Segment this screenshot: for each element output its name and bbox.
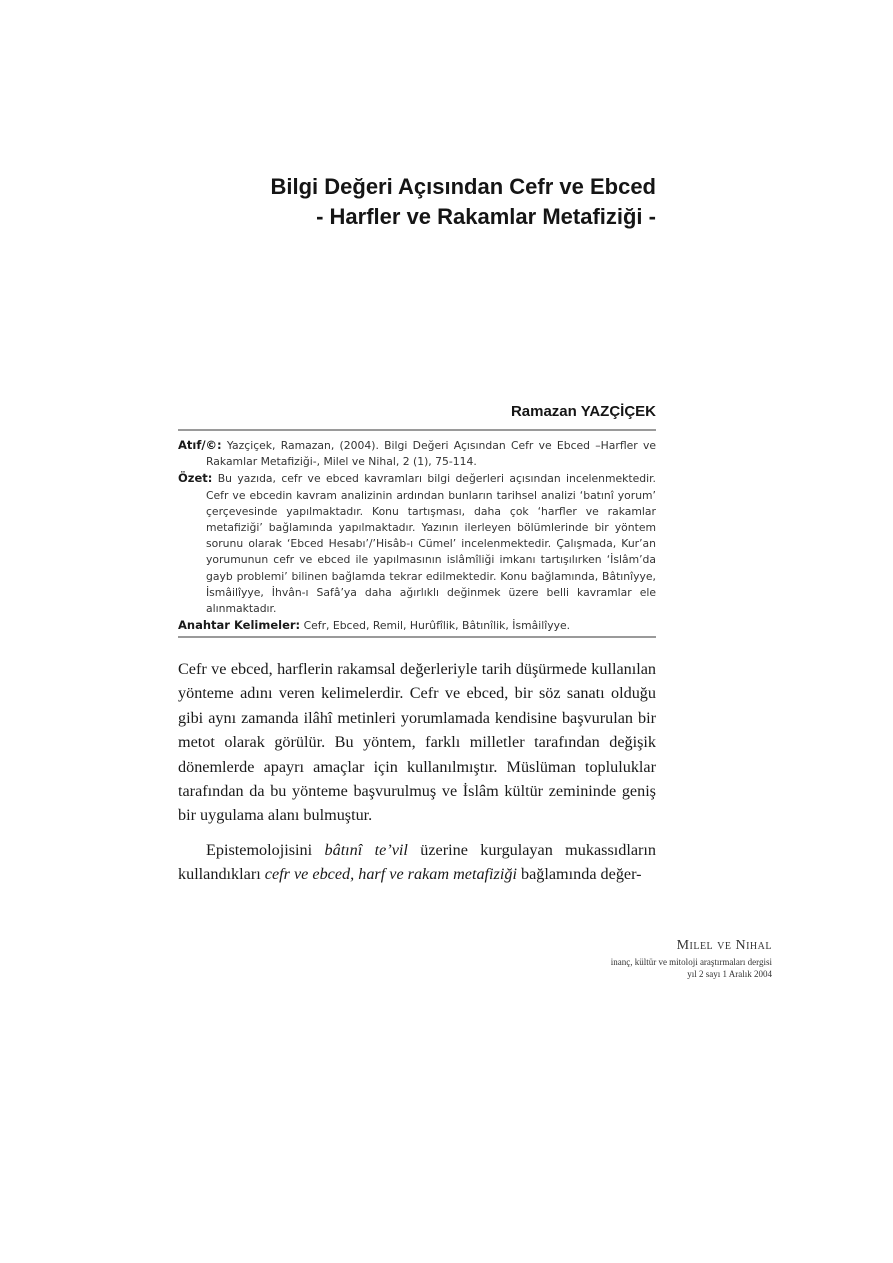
title-line-1: Bilgi Değeri Açısından Cefr ve Ebced xyxy=(270,174,656,199)
journal-footer xyxy=(611,936,772,980)
p2-emphasis-2: cefr ve ebced, harf ve rakam metafiziği xyxy=(264,865,517,884)
p2-text-a: Epistemolojisini xyxy=(206,840,325,859)
p2-text-b: üzerine kurgulayan mukassıdların kullandıkları xyxy=(178,840,656,884)
author-name: Ramazan YAZÇİÇEK xyxy=(510,403,656,420)
keywords-block xyxy=(178,617,656,634)
article-title xyxy=(200,172,656,232)
summary-text: Bu yazıda, cefr ve ebced kavramları bilgi değerleri açısından incelenmektedir. Cefr ve ebcedin kavram analizinin ardından bunların tarihsel analizi ‘batınî yorum’ çerçevesinde yapılmaktadır. Konu tartışması, daha çok ‘harfler ve rakamlar metafiziği’ bağlamında yapılmaktadır. Yazının ilerleyen bölümlerinde bir yöntem sorunu olarak ‘Ebced Hesabı’/’Hisâb-ı Cümel’ incelenmektedir. Çalışmada, Kur’an yorumunun cefr ve ebced ile yapılmasının islâmîliği imkanı tartışılırken ‘İslâm’da gayb problemi’ bilinen bağlamda tekrar edilmektedir. Konu bağlamında, Bâtınîyye, İsmâilîyye, İhvân-ı Safâ’ya daha ağırlıklı değinmek üzere belli kavramlar ele alınmaktadır. xyxy=(206,472,656,616)
citation-label: Atıf/©: xyxy=(178,438,222,452)
title-line-2: - Harfler ve Rakamlar Metafiziği - xyxy=(316,204,656,229)
abstract-bottom-rule xyxy=(178,636,656,638)
abstract-box xyxy=(178,437,656,634)
keywords-label: Anahtar Kelimeler: xyxy=(178,618,301,633)
body-paragraph-2 xyxy=(178,838,656,887)
journal-issue: yıl 2 sayı 1 Aralık 2004 xyxy=(687,969,772,979)
citation-text: Yazçiçek, Ramazan, (2004). Bilgi Değeri Açısından Cefr ve Ebced –Harfler ve Rakamlar Metafiziği-, Milel ve Nihal, 2 (1), 75-114. xyxy=(206,439,656,469)
p2-emphasis-1: bâtınî te’vil xyxy=(324,840,408,859)
body-text xyxy=(178,657,656,887)
abstract-top-rule xyxy=(178,429,656,431)
journal-name: Milel ve Nihal xyxy=(676,938,772,953)
summary-label: Özet: xyxy=(178,471,213,486)
citation-block xyxy=(178,437,656,470)
journal-subtitle: inanç, kültür ve mitoloji araştırmaları dergisi xyxy=(610,957,772,967)
keywords-text: Cefr, Ebced, Remil, Hurûfîlik, Bâtınîlik, İsmâilîyye. xyxy=(300,619,571,633)
body-paragraph-1: Cefr ve ebced, harflerin rakamsal değerleriyle tarih düşürmede kullanılan yönteme adını veren kelimelerdir. Cefr ve ebced, bir söz sanatı olduğu gibi aynı zamanda ilâhî metinleri yorumlamada kendisine başvurulan bir metot olarak görülür. Bu yöntem, farklı milletler tarafından değişik dönemlerde apayrı amaçlar için kullanılmıştır. Müslüman topluluklar tarafından da bu yönteme başvurulmuş ve İslâm kültür zemininde geniş bir uygulama alanı bulmuştur. xyxy=(178,660,656,825)
summary-block xyxy=(178,470,656,617)
p2-text-c: bağlamında değer- xyxy=(516,865,642,884)
